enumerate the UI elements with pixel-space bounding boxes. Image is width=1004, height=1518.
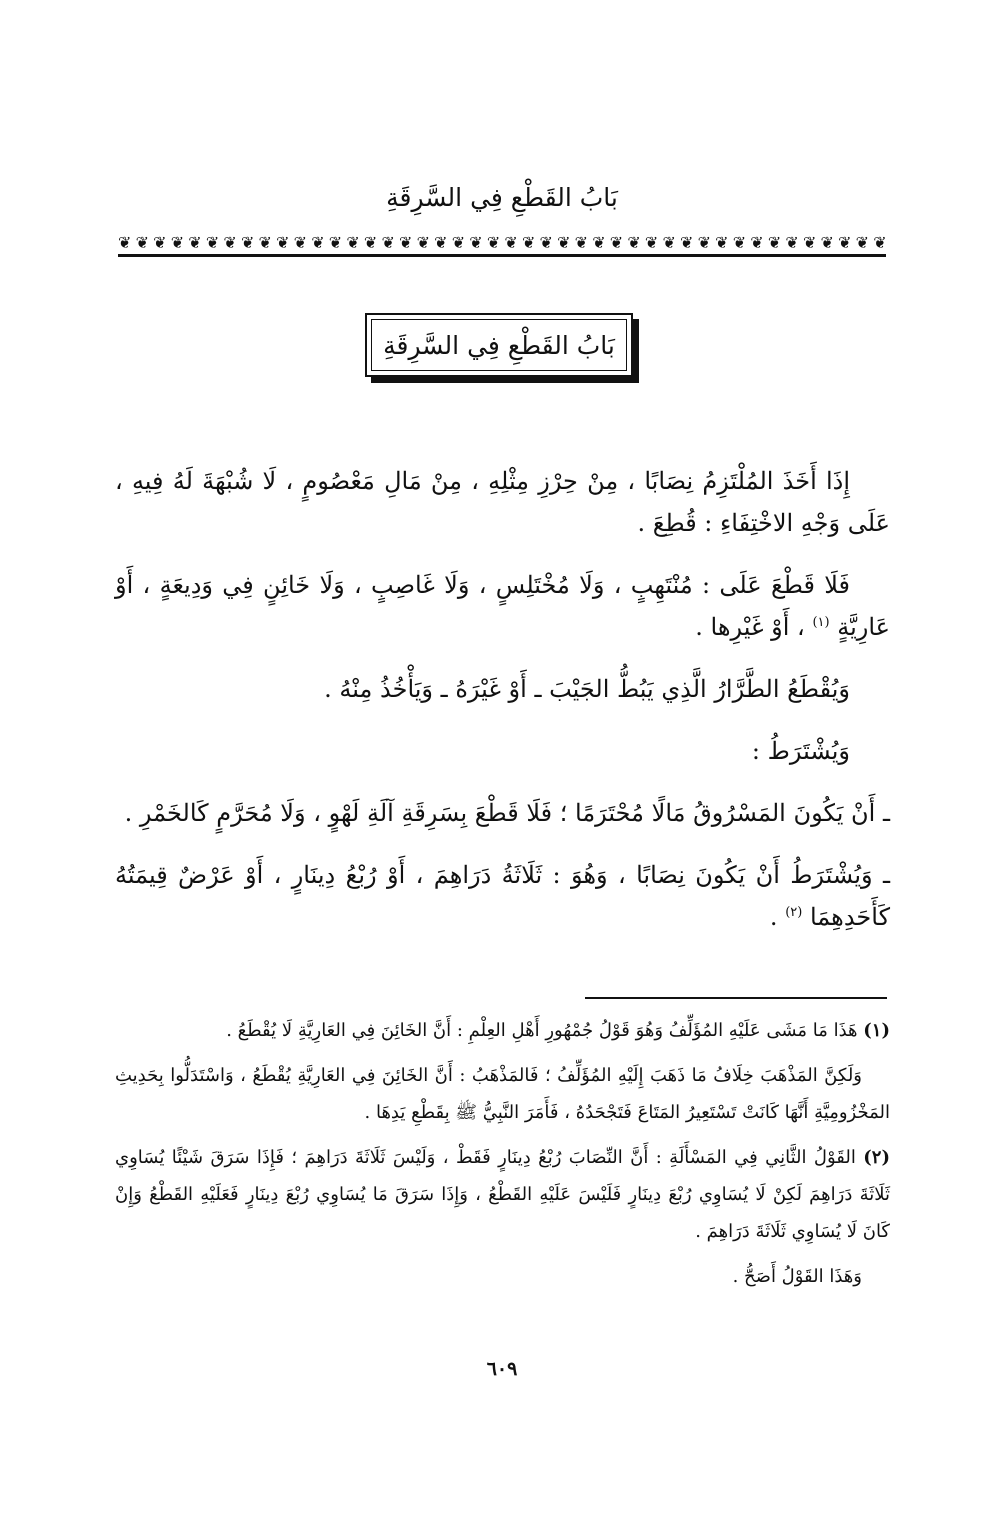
ornament-glyph: ❦ xyxy=(592,233,605,252)
ornament-glyph: ❦ xyxy=(767,233,781,252)
ornament-glyph: ❦ xyxy=(574,233,588,252)
paragraph-text: . xyxy=(769,903,778,931)
page-number: ٦٠٩ xyxy=(486,1358,518,1380)
ornament-glyph: ❦ xyxy=(539,233,552,252)
running-head: بَابُ القَطْعِ فِي السَّرِقَةِ xyxy=(386,183,618,212)
paragraph-text: ـ أَنْ يَكُونَ المَسْرُوقُ مَالًا مُحْتَرَمًا ؛ فَلَا قَطْعَ بِسَرِقَةِ آلَةِ لَهْوٍ ، وَلَا مُحَرَّمٍ كَالخَمْرِ . xyxy=(124,799,890,827)
ornament-glyph: ❦ xyxy=(627,233,640,252)
ornament-glyph: ❦ xyxy=(697,233,710,252)
ornament-glyph: ❦ xyxy=(118,233,131,252)
ornament-glyph: ❦ xyxy=(486,233,500,252)
footnote-reference-1[interactable]: (١) xyxy=(812,615,830,630)
ornament-glyph: ❦ xyxy=(434,233,447,252)
ornament-glyph: ❦ xyxy=(469,233,482,252)
ornament-glyph: ❦ xyxy=(451,233,465,252)
footnote-1 xyxy=(115,1012,890,1049)
ornament-glyph: ❦ xyxy=(276,233,289,252)
footnote-text: هَذَا مَا مَشَى عَلَيْهِ المُؤَلِّفُ وَهُوَ قَوْلُ جُمْهُورِ أَهْلِ العِلْمِ : أَنَّ الخَائِنَ فِي العَارِيَّةِ لَا يُقْطَعُ . xyxy=(226,1020,858,1041)
ornament-glyph: ❦ xyxy=(293,233,307,252)
paragraph-exclusions xyxy=(115,564,890,648)
ornament-glyph: ❦ xyxy=(223,233,236,252)
footnote-1-continuation xyxy=(115,1057,890,1131)
footnote-text: وَهَذَا القَوْلُ أَصَحُّ . xyxy=(732,1266,862,1287)
footnote-number: (٢) xyxy=(863,1147,890,1168)
ornament-glyph: ❦ xyxy=(785,233,798,252)
ornament-glyph: ❦ xyxy=(311,233,324,252)
ornament-glyph: ❦ xyxy=(205,233,219,252)
ornament-glyph: ❦ xyxy=(750,233,763,252)
ornament-glyph: ❦ xyxy=(732,233,746,252)
chapter-title: بَابُ القَطْعِ فِي السَّرِقَةِ xyxy=(371,319,627,371)
footnote-separator xyxy=(585,997,887,999)
ornament-glyph: ❦ xyxy=(855,233,869,252)
paragraph-text: ـ وَيُشْتَرَطُ أَنْ يَكُونَ نِصَابًا ، وَهُوَ : ثَلَاثَةُ دَرَاهِمَ ، أَوْ رُبْعُ دِينَارٍ ، أَوْ عَرْضٌ قِيمَتُهُ كَأَحَدِهِمَا xyxy=(115,861,890,931)
ornament-glyph: ❦ xyxy=(240,233,254,252)
ornament-glyph: ❦ xyxy=(363,233,377,252)
footnote-text: القَوْلُ الثَّانِي فِي المَسْأَلَةِ : أَنَّ النِّصَابَ رُبْعُ دِينَارٍ فَقَطْ ، وَلَيْسَ ثَلَاثَةَ دَرَاهِمَ ؛ فَإِذَا سَرَقَ شَيْئًا يُسَاوِي ثَلَاثَةَ دَرَاهِمَ لَكِنْ لَا يُسَاوِي رُبْعَ دِينَارٍ فَلَيْسَ عَلَيْهِ القَطْعُ ، وَإِذَا سَرَقَ مَا يُسَاوِي رُبْعَ دِينَارٍ فَعَلَيْهِ القَطْعُ وَإِنْ كَانَ لَا يُسَاوِي ثَلَاثَةَ دَرَاهِمَ . xyxy=(115,1147,890,1242)
ornament-glyph: ❦ xyxy=(802,233,816,252)
ornament-glyph: ❦ xyxy=(873,233,886,252)
ornament-glyph: ❦ xyxy=(644,233,658,252)
paragraph-condition-2 xyxy=(115,854,890,938)
ornament-glyph: ❦ xyxy=(715,233,728,252)
paragraph-text: إِذَا أَخَذَ المُلْتَزِمُ نِصَابًا ، مِنْ حِرْزِ مِثْلِهِ ، مِنْ مَالِ مَعْصُومٍ ، لَا شُبْهَةَ لَهُ فِيهِ ، عَلَى وَجْهِ الاخْتِفَاءِ : قُطِعَ . xyxy=(115,467,890,537)
header-rule xyxy=(118,254,886,257)
ornament-glyph: ❦ xyxy=(135,233,148,252)
ornament-glyph: ❦ xyxy=(662,233,675,252)
ornament-glyph: ❦ xyxy=(328,233,342,252)
ornament-glyph: ❦ xyxy=(504,233,517,252)
ornamental-border xyxy=(118,232,886,254)
paragraph-condition-1 xyxy=(115,792,890,834)
footnote-number: (١) xyxy=(863,1020,890,1041)
footnote-reference-2[interactable]: (٢) xyxy=(785,905,803,920)
ornament-glyph: ❦ xyxy=(680,233,693,252)
chapter-title-box xyxy=(365,313,633,377)
ornament-glyph: ❦ xyxy=(521,233,535,252)
ornament-glyph: ❦ xyxy=(258,233,271,252)
paragraph-text: فَلَا قَطْعَ عَلَى : مُنْتَهِبٍ ، وَلَا مُخْتَلِسٍ ، وَلَا غَاصِبٍ ، وَلَا خَائِنٍ فِي وَدِيعَةٍ ، أَوْ عَارِيَّةٍ xyxy=(115,571,890,641)
ornament-glyph: ❦ xyxy=(838,233,851,252)
ornament-glyph: ❦ xyxy=(188,233,201,252)
footnotes xyxy=(115,1012,890,1303)
main-text xyxy=(115,460,890,958)
ornament-glyph: ❦ xyxy=(820,233,833,252)
footnote-2 xyxy=(115,1139,890,1250)
ornament-glyph: ❦ xyxy=(381,233,394,252)
ornament-glyph: ❦ xyxy=(416,233,429,252)
ornament-glyph: ❦ xyxy=(346,233,359,252)
ornament-glyph: ❦ xyxy=(153,233,166,252)
ornament-glyph: ❦ xyxy=(170,233,184,252)
ornament-glyph: ❦ xyxy=(609,233,623,252)
paragraph-text: وَيُشْتَرَطُ : xyxy=(751,737,850,765)
ornament-glyph: ❦ xyxy=(557,233,570,252)
footnote-text: وَلَكِنَّ المَذْهَبَ خِلَافُ مَا ذَهَبَ إِلَيْهِ المُؤَلِّفُ ؛ فَالمَذْهَبُ : أَنَّ الخَائِنَ فِي العَارِيَّةِ يُقْطَعُ ، وَاسْتَدَلُّوا بِحَدِيثِ المَخْزُومِيَّةِ أَنَّهَا كَانَتْ تَسْتَعِيرُ المَتَاعَ فَتَجْحَدُهُ ، فَأَمَرَ النَّبِيُّ ﷺ بِقَطْعِ يَدِهَا . xyxy=(115,1065,890,1123)
footnote-2-conclusion xyxy=(115,1258,890,1295)
paragraph-pickpocket xyxy=(115,668,890,710)
ornament-glyph: ❦ xyxy=(399,233,412,252)
paragraph-definition xyxy=(115,460,890,544)
paragraph-conditions-heading xyxy=(115,730,890,772)
paragraph-text: ، أَوْ غَيْرِها . xyxy=(695,613,805,641)
paragraph-text: وَيُقْطَعُ الطَّرَّارُ الَّذِي يَبُطُّ الجَيْبَ ـ أَوْ غَيْرَهُ ـ وَيَأْخُذُ مِنْهُ . xyxy=(324,675,850,703)
